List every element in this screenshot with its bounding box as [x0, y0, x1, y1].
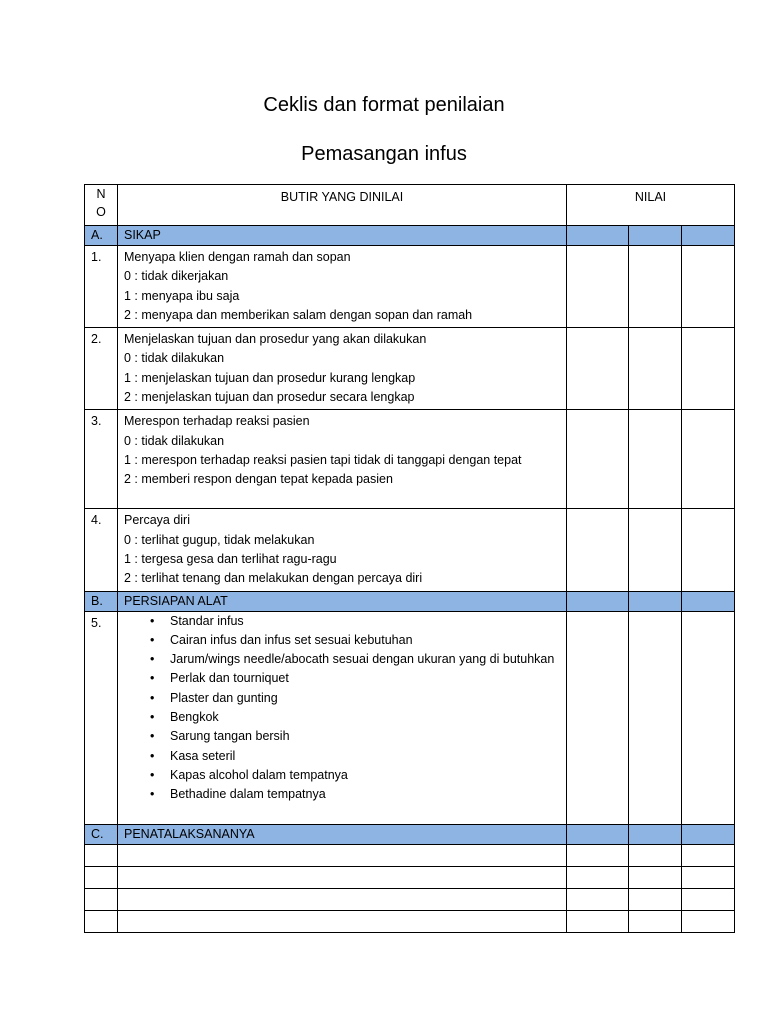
list-item: • Bethadine dalam tempatnya: [150, 785, 560, 804]
score-cell[interactable]: [682, 611, 735, 824]
score-cell[interactable]: [682, 509, 735, 591]
list-item: • Bengkok: [150, 708, 560, 727]
bullet-list: [124, 612, 560, 805]
table-row: [85, 328, 735, 410]
item-number: 2.: [85, 328, 118, 410]
item-number: 3.: [85, 410, 118, 509]
item-criteria: Merespon terhadap reaksi pasien 0 : tidak dilakukan 1 : merespon terhadap reaksi pasien tapi tidak di tanggapi dengan tepat 2 : memberi respon dengan tepat kepada pasien: [118, 410, 567, 509]
score-cell[interactable]: [629, 509, 682, 591]
empty-row: [85, 910, 735, 932]
item-criteria: Menyapa klien dengan ramah dan sopan 0 : tidak dikerjakan 1 : menyapa ibu saja 2 : menyapa dan memberikan salam dengan sopan dan ramah: [118, 246, 567, 328]
score-cell[interactable]: [682, 328, 735, 410]
empty-row: [85, 888, 735, 910]
item-criteria: Percaya diri 0 : terlihat gugup, tidak melakukan 1 : tergesa gesa dan terlihat ragu-ragu 2 : terlihat tenang dan melakukan dengan percaya diri: [118, 509, 567, 591]
empty-row: [85, 866, 735, 888]
item-number: 4.: [85, 509, 118, 591]
section-row-persiapan-alat: [85, 591, 735, 611]
score-cell[interactable]: [567, 410, 629, 509]
score-cell[interactable]: [629, 246, 682, 328]
list-item: • Perlak dan tourniquet: [150, 669, 560, 688]
section-code: C.: [85, 824, 118, 844]
list-item: • Sarung tangan bersih: [150, 727, 560, 746]
score-cell[interactable]: [567, 611, 629, 824]
table-row: [85, 611, 735, 824]
header-butir: BUTIR YANG DINILAI: [118, 185, 567, 226]
score-cell[interactable]: [682, 246, 735, 328]
header-nilai: NILAI: [567, 185, 735, 226]
score-cell[interactable]: [567, 246, 629, 328]
section-row-sikap: [85, 226, 735, 246]
item-criteria: Menjelaskan tujuan dan prosedur yang akan dilakukan 0 : tidak dilakukan 1 : menjelaskan tujuan dan prosedur kurang lengkap 2 : menjelaskan tujuan dan prosedur secara lengkap: [118, 328, 567, 410]
score-cell[interactable]: [567, 509, 629, 591]
score-cell[interactable]: [629, 410, 682, 509]
table-row: [85, 509, 735, 591]
section-code: B.: [85, 591, 118, 611]
section-label: PENATALAKSANANYA: [118, 824, 567, 844]
list-item: • Standar infus: [150, 612, 560, 631]
header-no: N O: [85, 185, 118, 226]
document-title: Ceklis dan format penilaian: [263, 94, 505, 116]
section-code: A.: [85, 226, 118, 246]
empty-row: [85, 844, 735, 866]
list-item: • Jarum/wings needle/abocath sesuai dengan ukuran yang di butuhkan: [150, 650, 560, 669]
score-cell[interactable]: [629, 328, 682, 410]
section-row-penatalaksananya: [85, 824, 735, 844]
section-label: PERSIAPAN ALAT: [118, 591, 567, 611]
list-item: • Kapas alcohol dalam tempatnya: [150, 766, 560, 785]
item-number: 1.: [85, 246, 118, 328]
score-cell[interactable]: [629, 611, 682, 824]
item-number: 5.: [85, 611, 118, 824]
table-row: [85, 246, 735, 328]
list-item: • Plaster dan gunting: [150, 689, 560, 708]
score-cell[interactable]: [567, 328, 629, 410]
assessment-table: [84, 184, 735, 933]
table-row: [85, 410, 735, 509]
score-cell[interactable]: [682, 410, 735, 509]
list-item: • Cairan infus dan infus set sesuai kebutuhan: [150, 631, 560, 650]
table-header-row: [85, 185, 735, 226]
list-item: • Kasa seteril: [150, 747, 560, 766]
item-equipment-list: [118, 611, 567, 824]
section-label: SIKAP: [118, 226, 567, 246]
document-subtitle: Pemasangan infus: [301, 143, 467, 165]
